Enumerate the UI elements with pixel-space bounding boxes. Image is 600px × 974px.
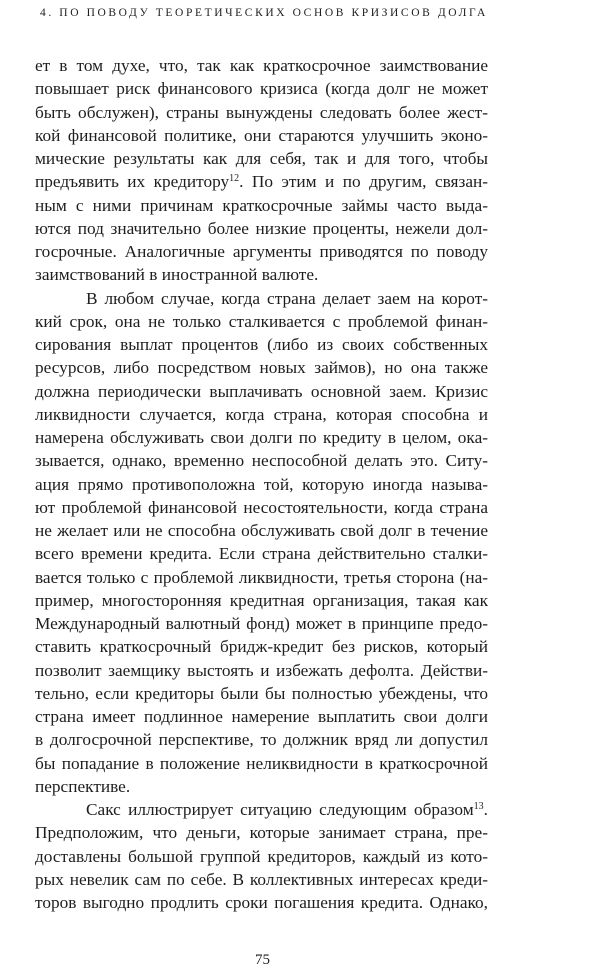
text-line (35, 728, 488, 751)
text-line (35, 287, 488, 310)
line-text: госрочные. Аналогичные аргументы приводятся по поводу (35, 242, 488, 261)
text-line (35, 263, 488, 286)
paragraph (35, 798, 488, 914)
line-text: ация прямо противоположна той, которую иногда называ- (35, 474, 488, 494)
text-line (35, 101, 488, 124)
line-text: . (483, 800, 488, 819)
text-line (35, 659, 488, 682)
text-line (35, 752, 488, 775)
line-text: перспективе. (35, 776, 131, 796)
footnote-reference: 13 (473, 801, 484, 812)
line-text: должна периодически выплачивать основной заем. Кризис (35, 381, 488, 401)
page-number: 75 (255, 952, 270, 968)
paragraph (35, 54, 488, 287)
line-text: бы попадание в положение неликвидности в краткосрочной (35, 753, 488, 773)
line-text: быть обслужен), страны вынуждены следовать более жест- (35, 102, 488, 122)
text-line (35, 635, 488, 658)
text-line (35, 380, 488, 403)
line-text: тельно, если кредиторы были бы полностью убеждены, что (35, 683, 488, 703)
line-text: кой финансовой политике, они стараются улучшить эконо- (35, 125, 488, 145)
line-text: ликвидности случается, когда страна, которая способна и (35, 404, 488, 424)
text-line (35, 426, 488, 449)
text-line (35, 612, 488, 635)
line-text: торов выгодно продлить сроки погашения кредита. Однако, (35, 893, 488, 912)
line-text: зывается, однако, временно неспособной делать это. Ситу- (35, 451, 488, 471)
text-line (35, 77, 488, 100)
line-text: ют проблемой финансовой несостоятельности, когда страна (35, 497, 488, 517)
line-text: вается только с проблемой ликвидности, третья сторона (на- (35, 567, 488, 587)
line-text: ным с ними причинам краткосрочные займы часто выда- (35, 195, 488, 215)
text-line (35, 194, 488, 217)
line-text: сирования выплат процентов (либо из своих собственных (35, 335, 488, 354)
text-line (35, 124, 488, 147)
body-text (35, 54, 488, 914)
text-line (35, 310, 488, 333)
line-text: пример, многосторонняя кредитная организация, такая как (35, 590, 488, 610)
text-line (35, 403, 488, 426)
line-text: доставлены большой группой кредиторов, каждый из кото- (35, 846, 488, 866)
text-line (35, 54, 488, 77)
text-line (35, 868, 488, 891)
line-text: в долгосрочной перспективе, то должник вряд ли допустил (35, 730, 488, 750)
text-line (35, 705, 488, 728)
line-text: не желает или не способна обслуживать свой долг в течение (35, 521, 488, 540)
text-line (35, 147, 488, 170)
running-head: 4. ПО ПОВОДУ ТЕОРЕТИЧЕСКИХ ОСНОВ КРИЗИСОВ ДОЛГА (40, 7, 488, 19)
line-text: всего времени кредита. Если страна действительно сталки- (35, 544, 488, 564)
text-line (35, 333, 488, 356)
text-line (35, 217, 488, 240)
footnote-reference: 12 (229, 173, 240, 185)
line-text: ются под значительно более низкие проценты, нежели дол- (35, 218, 488, 238)
line-text: кий срок, она не только сталкивается с проблемой финан- (35, 311, 488, 331)
text-line (35, 566, 488, 589)
line-text: ет в том духе, что, так как краткосрочное заимствование (35, 56, 488, 75)
text-line (35, 775, 488, 798)
line-text: В любом случае, когда страна делает заем на корот- (86, 288, 488, 308)
line-text: Предположим, что деньги, которые занимает страна, пре- (35, 823, 488, 843)
line-text: Сакс иллюстрирует ситуацию следующим образом (86, 800, 474, 819)
line-text: . По этим и по другим, связан- (239, 172, 488, 192)
line-text: мические результаты как для себя, так и для того, чтобы (35, 149, 488, 168)
text-line (35, 798, 488, 821)
text-line (35, 356, 488, 379)
text-line (35, 821, 488, 844)
text-line (35, 589, 488, 612)
text-line (35, 449, 488, 472)
line-text: страна имеет подлинное намерение выплатить свои долги (35, 707, 488, 726)
text-line (35, 473, 488, 496)
text-line (35, 845, 488, 868)
line-text: заимствований в иностранной валюте. (35, 265, 319, 285)
text-line (35, 542, 488, 565)
text-line (35, 170, 488, 193)
line-text: позволит заемщику выстоять и избежать дефолта. Действи- (35, 660, 488, 680)
text-line (35, 891, 488, 914)
line-text: предъявить их кредитору (35, 172, 230, 192)
line-text: рых невелик сам по себе. В коллективных интересах креди- (35, 869, 488, 889)
line-text: намерена обслуживать свои долги по кредиту в целом, ока- (35, 428, 488, 447)
line-text: Международный валютный фонд) может в принципе предо- (35, 614, 488, 633)
paragraph (35, 287, 488, 799)
text-line (35, 240, 488, 263)
text-line (35, 682, 488, 705)
text-line (35, 496, 488, 519)
text-line (35, 519, 488, 542)
line-text: ставить краткосрочный бридж-кредит без рисков, который (35, 637, 488, 657)
line-text: ресурсов, либо посредством новых займов), но она также (35, 358, 488, 378)
line-text: повышает риск финансового кризиса (когда долг не может (35, 79, 488, 99)
